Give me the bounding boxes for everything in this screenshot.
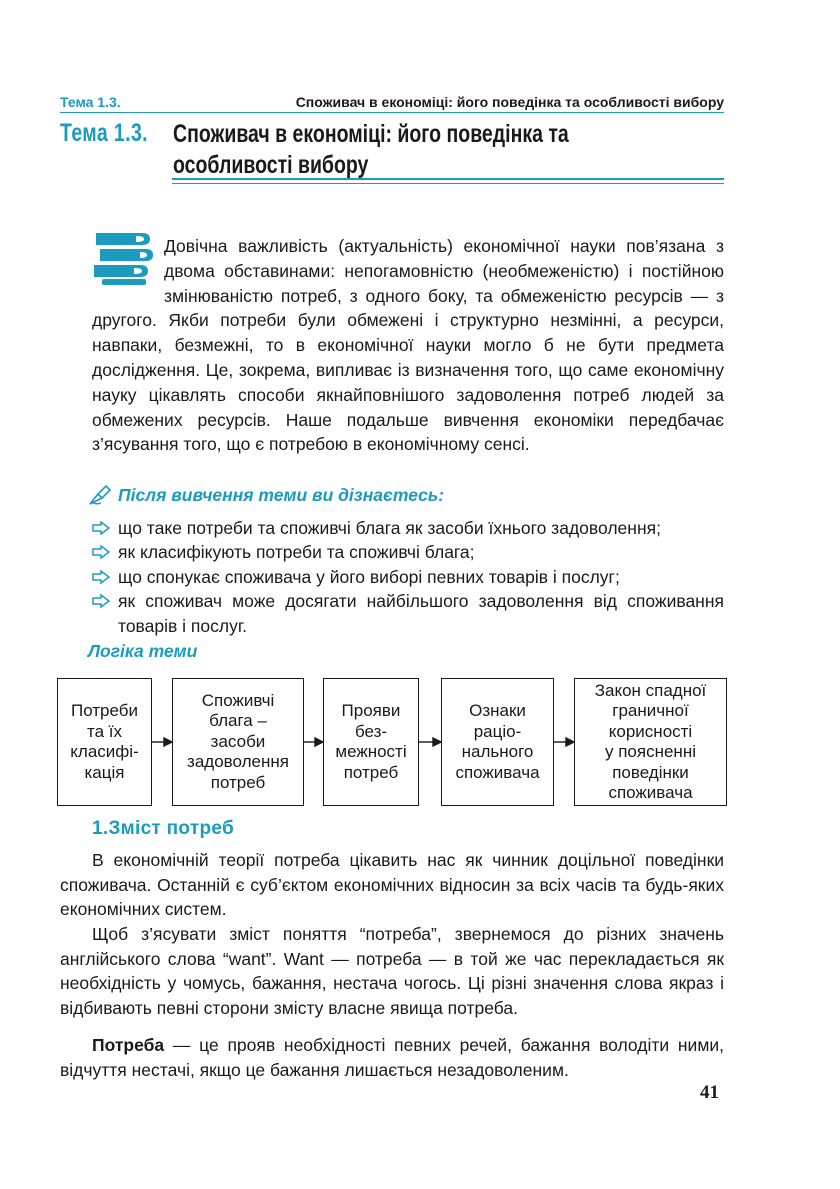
flow-box-line: без-: [354, 721, 388, 741]
section-heading: 1.Зміст потреб: [92, 818, 235, 839]
chapter-title-text: Споживач в економіці: його поведінка та особливості вибору: [173, 120, 569, 179]
definition-text: — це прояв необхідності певних речей, бажання володіти ними, відчуття нестачі, якщо це бажання лишається незадоволеним.: [60, 1035, 724, 1080]
title-underline: [172, 178, 724, 180]
flow-box-needs: [57, 678, 152, 806]
flow-box-line: Ознаки: [469, 701, 526, 720]
flow-arrow-3-head: [433, 738, 441, 746]
flow-box-line: потреб: [343, 762, 399, 782]
list-item: [92, 565, 724, 589]
flow-box-line: Споживчі: [201, 690, 275, 710]
arrow-bullet-icon: [92, 570, 110, 584]
flow-arrow-4-head: [566, 738, 574, 746]
flow-box-line: споживача: [608, 783, 693, 802]
flow-box-unlimited-needs: [323, 678, 419, 806]
flow-box-line: Закон спадної: [594, 680, 707, 700]
running-header-title: Споживач в економіці: його поведінка та особливості вибору: [295, 94, 724, 110]
flow-box-rational-consumer: [441, 678, 554, 806]
body-paragraph: В економічній теорії потреба цікавить нас як чинник доцільної поведінки споживача. Останній є суб’єктом економічних відносин за всіх часів та будь-яких економічних систем.: [60, 850, 724, 920]
flow-box-line: засоби: [210, 731, 266, 751]
writing-hand-icon: [88, 484, 112, 506]
flow-box-line: Прояви: [341, 701, 401, 720]
learning-outcomes-title: Після вивчення теми ви дізнаєтесь:: [118, 484, 445, 505]
running-header: [60, 88, 724, 110]
header-divider: [60, 112, 724, 113]
flow-box-line: задоволення: [187, 752, 289, 772]
list-item: [92, 589, 724, 638]
arrow-bullet-icon: [92, 521, 110, 535]
list-item-text: як класифікують потреби та споживчі блага;: [118, 542, 475, 563]
flow-box-consumer-goods: [172, 678, 304, 806]
flow-box-line: поведінки: [612, 762, 689, 782]
intro-paragraph: Довічна важливість (актуальність) економічної науки пов’язана з двома обставинами: непогамовністю (необмеженістю) і постійною змінюваністю потреб, з одного боку, та обмеженістю ресурсів — з другого. Якби потреби були обмежені і структурно незмінні, а ресурси, навпаки, безмежні, то в економічної науки могло б не бути предмета дослідження. Це, зокрема, випливає із визначення того, що саме економічну науку цікавлять способи якнайповнішого задоволення потреб людей за обмежених ресурсів. Наше подальше вивчення економіки передбачає з’ясування того, що є потребою в економічному сенсі.: [92, 236, 724, 455]
arrow-bullet-icon: [92, 594, 110, 608]
learning-outcomes-heading: [88, 484, 444, 506]
list-item-text: що таке потреби та споживчі блага як засоби їхнього задоволення;: [118, 518, 661, 538]
flow-box-line: та їх: [87, 721, 122, 741]
definition-paragraph: [60, 1033, 724, 1082]
definition-term: Потреба: [92, 1035, 165, 1055]
flow-box-line: граничної: [612, 701, 689, 720]
title-underline-thin: [172, 183, 724, 184]
chapter-number: Тема 1.3.: [60, 119, 149, 147]
flow-box-line: потреб: [210, 772, 266, 792]
learning-outcomes-list: [92, 516, 724, 638]
flow-box-line: класифі-: [70, 742, 139, 761]
flow-box-line: корисності: [608, 721, 693, 741]
running-header-topic: Тема 1.3.: [60, 94, 121, 110]
flow-arrow-1-head: [164, 738, 172, 746]
list-item-text: як споживач може досягати найбільшого задоволення від споживання товарів і послуг.: [118, 591, 724, 636]
flow-box-line: у поясненні: [605, 742, 696, 761]
flow-arrow-2-head: [315, 738, 323, 746]
flow-box-line: кація: [84, 762, 125, 782]
arrow-bullet-icon: [92, 545, 110, 559]
page-number: 41: [700, 1082, 719, 1103]
flow-box-line: межності: [335, 742, 407, 761]
list-item: [92, 516, 724, 540]
body-paragraph: Щоб з’ясувати зміст поняття “потреба”, звернемося до різних значень англійського слова “want”. Want — потреба — в той же час перекладається як необхідність у чомусь, бажання, нестача чогось. Ці різні значення слова якраз і відбивають певні сторони змісту власне явища потреба.: [60, 924, 724, 1018]
flow-box-line: блага –: [209, 711, 267, 731]
list-item: [92, 540, 724, 564]
topic-logic-heading: Логіка теми: [88, 641, 198, 661]
flow-box-line: нального: [461, 742, 534, 761]
flow-box-line: Потреби: [70, 701, 139, 720]
flow-box-line: раціо-: [473, 721, 522, 741]
list-item-text: що спонукає споживача у його виборі певних товарів і послуг;: [118, 566, 620, 587]
flow-box-line: споживача: [455, 762, 540, 782]
flow-box-diminishing-utility: [574, 678, 727, 806]
